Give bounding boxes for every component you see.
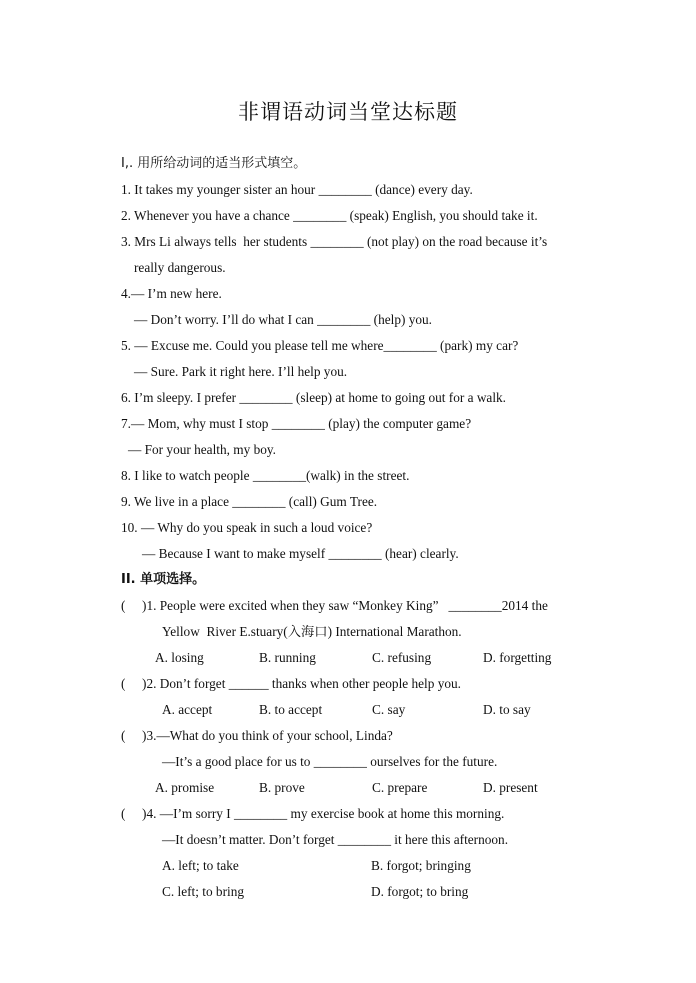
q3-option-d: D. present — [483, 780, 538, 795]
s1-line-10: 10. — Why do you speak in such a loud voice? — [121, 520, 373, 535]
q1-option-a: A. losing — [155, 650, 204, 665]
s1-line-5: 5. — Excuse me. Could you please tell me where________ (park) my car? — [121, 338, 519, 353]
q3-option-a: A. promise — [155, 780, 215, 795]
q3-option-b: B. prove — [259, 780, 305, 795]
s1-line-3-cont: really dangerous. — [134, 260, 226, 275]
s1-line-2: 2. Whenever you have a chance ________ (speak) English, you should take it. — [121, 208, 538, 223]
page-title: 非谓语动词当堂达标题 — [238, 100, 458, 124]
s1-line-4: 4.— I’m new here. — [121, 286, 222, 301]
q2-option-c: C. say — [372, 702, 406, 717]
q3-stem: ( )3.—What do you think of your school, Linda? — [121, 728, 393, 743]
s1-line-9: 9. We live in a place ________ (call) Gum Tree. — [121, 494, 378, 509]
s1-line-6: 6. I’m sleepy. I prefer ________ (sleep) at home to going out for a walk. — [121, 390, 507, 405]
q2-stem: ( )2. Don’t forget ______ thanks when other people help you. — [121, 676, 461, 691]
section1-heading: I,. 用所给动词的适当形式填空。 — [121, 156, 307, 171]
q2-option-a: A. accept — [162, 702, 213, 717]
s1-line-7: 7.— Mom, why must I stop ________ (play) the computer game? — [121, 416, 472, 431]
s1-line-1: 1. It takes my younger sister an hour ________ (dance) every day. — [121, 182, 473, 197]
q1-option-c: C. refusing — [372, 650, 432, 665]
q4-option-b: B. forgot; bringing — [371, 858, 471, 873]
q1-option-d: D. forgetting — [483, 650, 552, 665]
q2-option-d: D. to say — [483, 702, 531, 717]
q1-option-b: B. running — [259, 650, 316, 665]
s1-line-10-reply: — Because I want to make myself ________ (hear) clearly. — [142, 546, 459, 561]
s1-line-4-reply: — Don’t worry. I’ll do what I can ________ (help) you. — [134, 312, 433, 327]
q2-option-b: B. to accept — [259, 702, 323, 717]
q4-option-d: D. forgot; to bring — [371, 884, 469, 899]
s1-line-7-reply: — For your health, my boy. — [128, 442, 276, 457]
q4-option-c: C. left; to bring — [162, 884, 244, 899]
q3-option-c: C. prepare — [372, 780, 428, 795]
s1-line-5-reply: — Sure. Park it right here. I’ll help you. — [134, 364, 348, 379]
section2-heading: II. 单项选择。 — [121, 572, 206, 587]
q4-option-a: A. left; to take — [162, 858, 239, 873]
q3-stem-cont: —It’s a good place for us to ________ ourselves for the future. — [162, 754, 498, 769]
q1-stem-cont: Yellow River E.stuary(入海口) International Marathon. — [162, 624, 462, 639]
s1-line-8: 8. I like to watch people ________(walk) in the street. — [121, 468, 410, 483]
q1-stem: ( )1. People were excited when they saw “Monkey King” ________2014 the — [121, 598, 548, 613]
q4-stem-cont: —It doesn’t matter. Don’t forget ________ it here this afternoon. — [162, 832, 509, 847]
s1-line-3: 3. Mrs Li always tells her students ________ (not play) on the road because it’s — [121, 234, 548, 249]
q4-stem: ( )4. —I’m sorry I ________ my exercise book at home this morning. — [121, 806, 505, 821]
